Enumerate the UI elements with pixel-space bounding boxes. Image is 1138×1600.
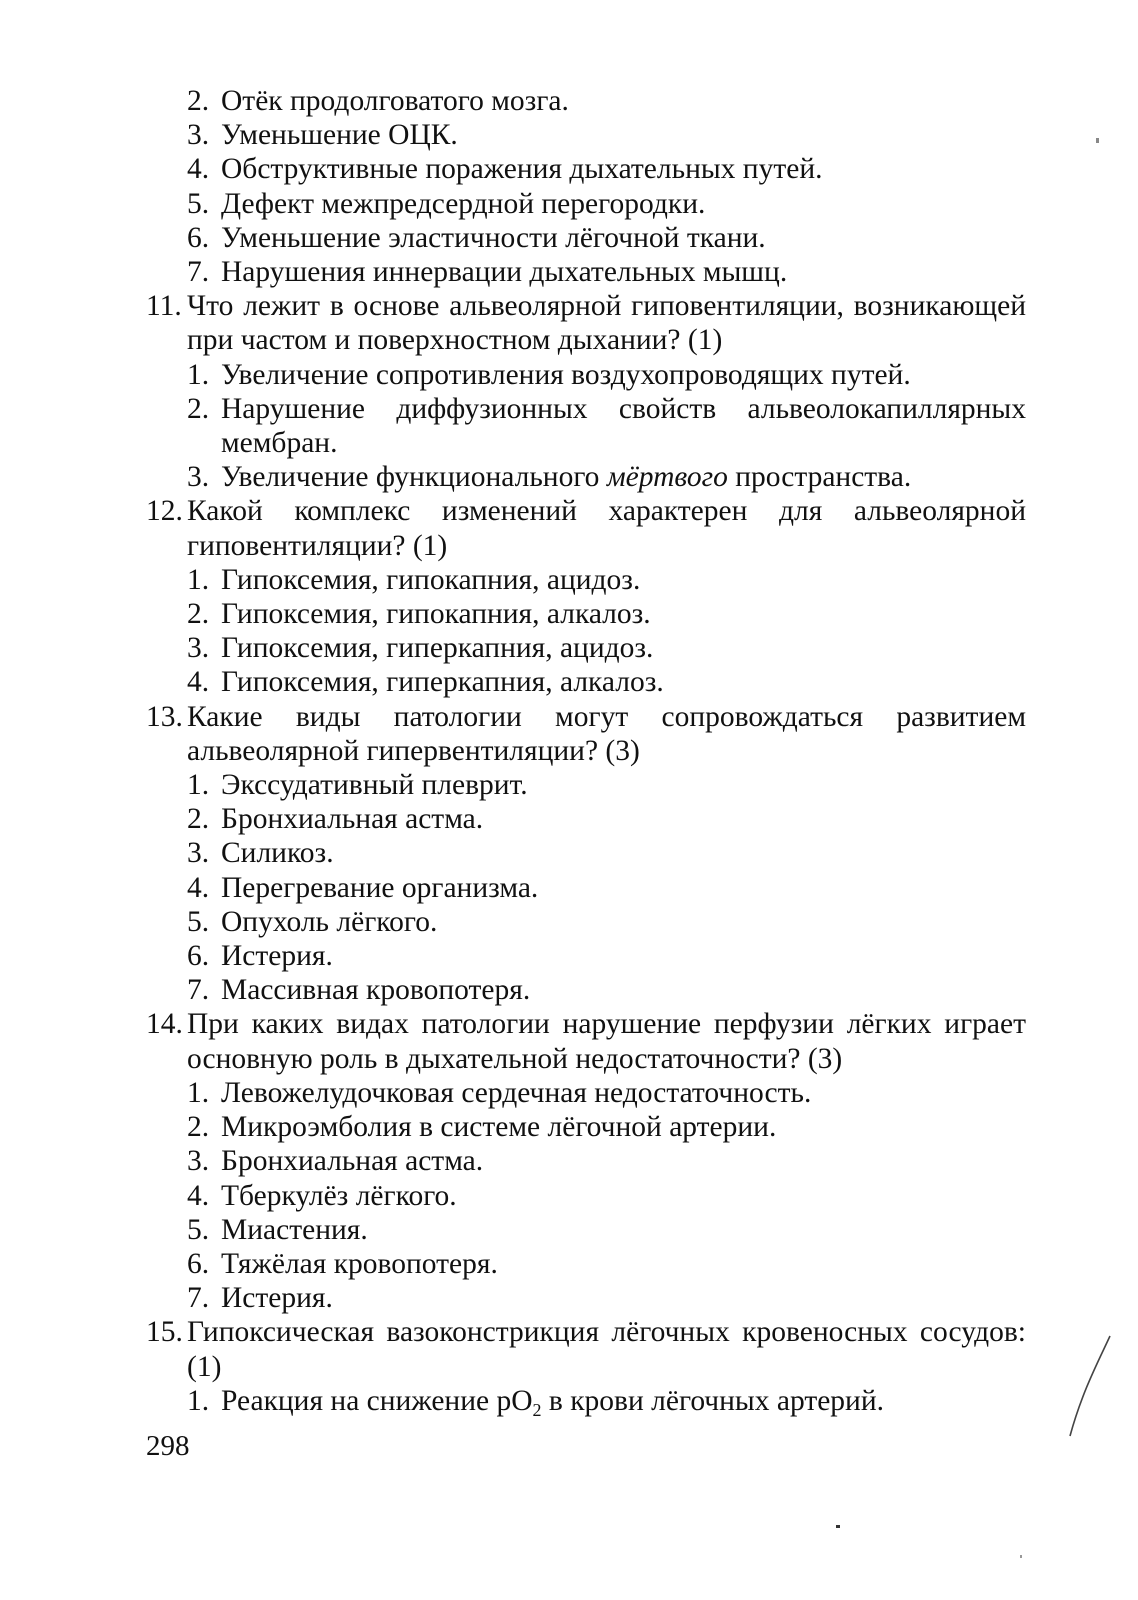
list-item xyxy=(146,187,1026,221)
option-number: 4. xyxy=(187,666,210,699)
option-number: 1. xyxy=(187,769,210,802)
option-text: Гипоксемия, гиперкапния, ацидоз. xyxy=(221,632,654,665)
pen-stroke-mark xyxy=(1062,1332,1122,1442)
option-number: 1. xyxy=(187,563,210,596)
option-text: Истерия. xyxy=(221,940,333,973)
option-number: 3. xyxy=(187,1145,210,1178)
option-text: Микроэмболия в системе лёгочной артерии. xyxy=(221,1111,777,1144)
list-item xyxy=(146,871,1026,905)
list-item xyxy=(146,1076,1026,1110)
subscript: 2 xyxy=(532,1399,542,1420)
list-item xyxy=(146,631,1026,665)
list-item xyxy=(146,939,1026,973)
option-text-end: пространства. xyxy=(727,461,912,494)
list-item xyxy=(146,1281,1026,1315)
option-text: Уменьшение ОЦК. xyxy=(221,119,458,152)
list-item xyxy=(146,255,1026,289)
option-text: Отёк продолговатого мозга. xyxy=(221,85,569,117)
option-text: Обструктивные поражения дыхательных путей. xyxy=(221,153,823,186)
option-number: 1. xyxy=(187,1076,210,1109)
list-item xyxy=(146,152,1026,186)
option-text: Тберкулёз лёгкого. xyxy=(221,1179,457,1212)
option-number: 2. xyxy=(187,598,210,631)
list-item xyxy=(146,665,1026,699)
list-item xyxy=(146,1247,1026,1281)
option-text-start: Реакция на снижение pO xyxy=(221,1384,533,1417)
question-number: 11. xyxy=(146,290,182,323)
list-item xyxy=(146,358,1026,392)
question-13 xyxy=(146,700,1026,768)
list-item xyxy=(146,836,1026,870)
option-text: Перегревание организма. xyxy=(221,871,539,904)
option-text: Нарушения иннервации дыхательных мышц. xyxy=(221,256,788,289)
option-number: 1. xyxy=(187,358,210,391)
option-number: 6. xyxy=(187,221,210,254)
list-item xyxy=(146,905,1026,939)
option-text: Истерия. xyxy=(221,1282,333,1315)
question-text: При каких видах патологии нарушение перфузии лёгких играет основную роль в дыхательной недостаточности? (3) xyxy=(187,1008,1026,1075)
question-number: 12. xyxy=(146,495,183,528)
scan-speck xyxy=(836,1525,840,1528)
list-item xyxy=(146,392,1026,460)
option-number: 5. xyxy=(187,1213,210,1246)
option-text: Массивная кровопотеря. xyxy=(221,974,531,1007)
option-number: 7. xyxy=(187,1282,210,1315)
list-item xyxy=(146,1179,1026,1213)
option-text xyxy=(221,1384,1026,1418)
page-content xyxy=(146,84,1026,1418)
question-text: Что лежит в основе альвеолярной гиповентиляции, возникающей при частом и поверхностном дыхании? (1) xyxy=(187,290,1026,357)
option-text: Тяжёлая кровопотеря. xyxy=(221,1247,498,1280)
question-text: Какие виды патологии могут сопровождаться развитием альвеолярной гипервентиляции? (3) xyxy=(187,700,1026,767)
option-number: 4. xyxy=(187,153,210,186)
list-item xyxy=(146,1110,1026,1144)
option-number: 7. xyxy=(187,256,210,289)
option-text: Левожелудочковая сердечная недостаточность. xyxy=(221,1076,812,1109)
option-number: 4. xyxy=(187,1179,210,1212)
option-number: 3. xyxy=(187,837,210,870)
option-text: Гипоксемия, гипокапния, ацидоз. xyxy=(221,563,641,596)
list-item xyxy=(146,802,1026,836)
list-item xyxy=(146,1144,1026,1178)
page-number: 298 xyxy=(146,1430,190,1462)
option-text: Силикоз. xyxy=(221,837,334,870)
list-item xyxy=(146,1384,1026,1418)
option-text: Увеличение сопротивления воздухопроводящих путей. xyxy=(221,358,911,391)
option-text-end: в крови лёгочных артерий. xyxy=(541,1384,885,1417)
question-number: 14. xyxy=(146,1008,183,1041)
question-text: Гипоксическая вазоконстрикция лёгочных кровеносных сосудов: (1) xyxy=(187,1316,1026,1383)
option-text: Экссудативный плеврит. xyxy=(221,769,528,802)
option-number: 7. xyxy=(187,974,210,1007)
question-number: 13. xyxy=(146,700,183,733)
question-12 xyxy=(146,494,1026,562)
question-15 xyxy=(146,1315,1026,1383)
option-text: Опухоль лёгкого. xyxy=(221,905,438,938)
option-number: 2. xyxy=(187,803,210,836)
question-14 xyxy=(146,1007,1026,1075)
list-item xyxy=(146,973,1026,1007)
option-number: 2. xyxy=(187,85,210,117)
option-text: Гипоксемия, гиперкапния, алкалоз. xyxy=(221,666,664,699)
option-number: 5. xyxy=(187,905,210,938)
list-item xyxy=(146,768,1026,802)
option-number: 3. xyxy=(187,632,210,665)
option-text-emphasis: мёртвого xyxy=(606,461,728,494)
option-text: Уменьшение эластичности лёгочной ткани. xyxy=(221,221,766,254)
scan-speck xyxy=(1020,1555,1022,1558)
option-number: 1. xyxy=(187,1384,210,1417)
option-text: Бронхиальная астма. xyxy=(221,1145,484,1178)
option-text: Миастения. xyxy=(221,1213,368,1246)
option-number: 4. xyxy=(187,871,210,904)
option-text: Гипоксемия, гипокапния, алкалоз. xyxy=(221,598,651,631)
option-text: Нарушение диффузионных свойств альвеолокапиллярных мембран. xyxy=(221,392,1026,460)
list-item xyxy=(146,221,1026,255)
option-text: Бронхиальная астма. xyxy=(221,803,484,836)
scan-speck xyxy=(1096,138,1099,143)
option-number: 2. xyxy=(187,1111,210,1144)
option-number: 6. xyxy=(187,1247,210,1280)
question-number: 15. xyxy=(146,1316,183,1349)
option-number: 2. xyxy=(187,392,210,425)
option-number: 3. xyxy=(187,119,210,152)
list-item xyxy=(146,1213,1026,1247)
list-item xyxy=(146,118,1026,152)
question-text: Какой комплекс изменений характерен для альвеолярной гиповентиляции? (1) xyxy=(187,495,1026,562)
list-item xyxy=(146,597,1026,631)
list-item xyxy=(146,460,1026,494)
list-item xyxy=(146,84,1026,118)
option-text xyxy=(221,460,1026,494)
option-number: 3. xyxy=(187,461,210,494)
list-item xyxy=(146,563,1026,597)
question-11 xyxy=(146,289,1026,357)
option-text-start: Увеличение функционального xyxy=(221,461,607,494)
option-number: 6. xyxy=(187,940,210,973)
option-number: 5. xyxy=(187,187,210,220)
option-text: Дефект межпредсердной перегородки. xyxy=(221,187,706,220)
